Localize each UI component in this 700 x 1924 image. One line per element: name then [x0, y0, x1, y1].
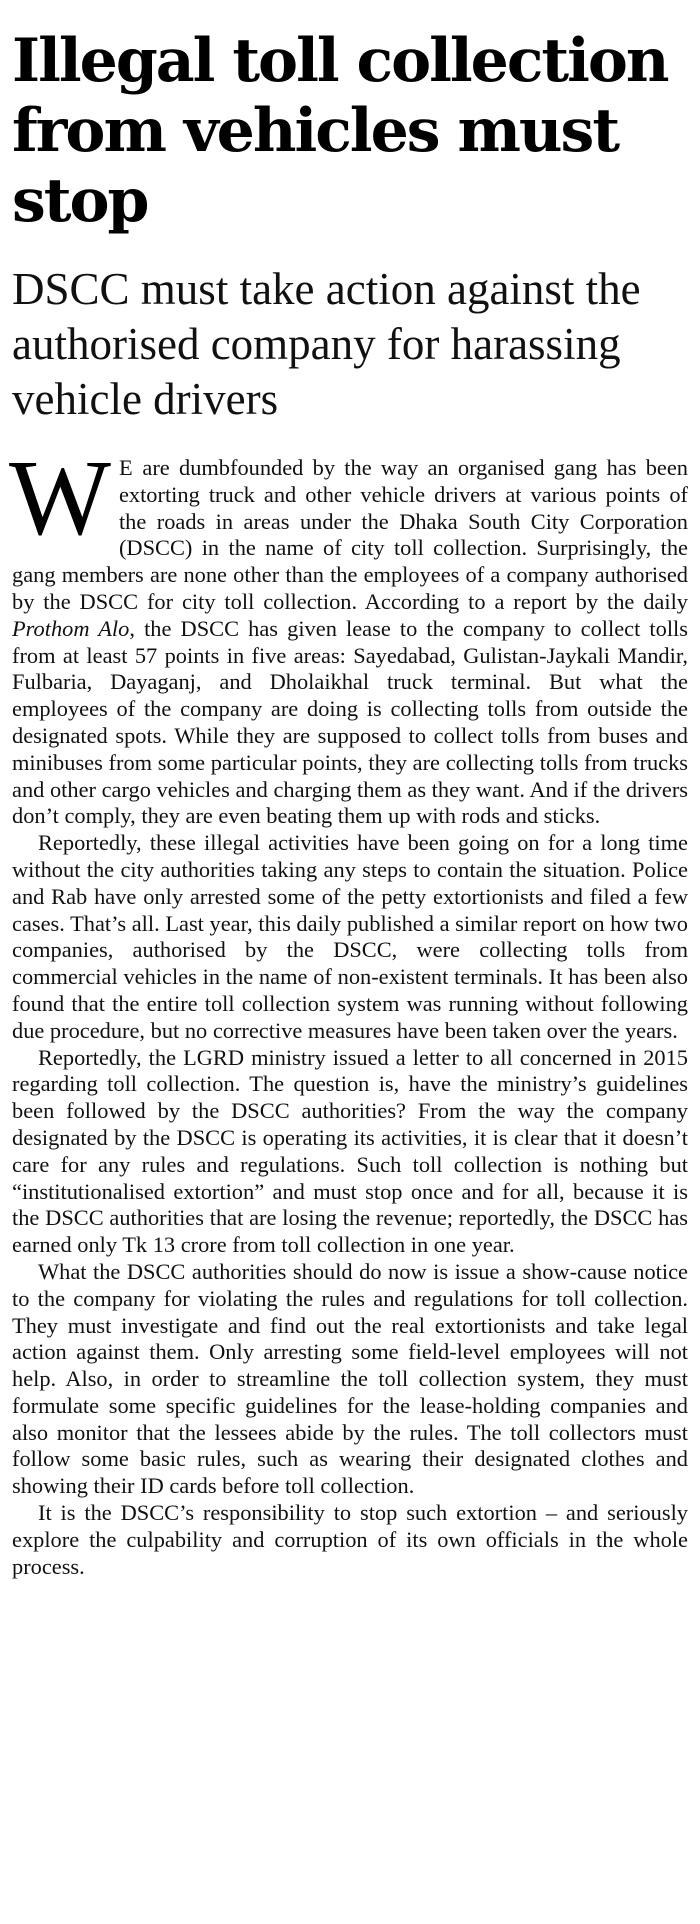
drop-cap: W [9, 439, 111, 558]
subheadline: DSCC must take action against the authorised company for harassing vehicle drivers [12, 264, 641, 424]
editorial-page [0, 26, 700, 1924]
headline: Illegal toll collection from vehicles must stop [12, 26, 668, 236]
publication-name: Prothom Alo [12, 615, 130, 641]
paragraph-3: Reportedly, the LGRD ministry issued a letter to all concerned in 2015 regarding toll collection. The question is, have the ministry’s guidelines been followed by the DSCC authorities? From the way the company designated by the DSCC is operating its activities, it is clear that it doesn’t care for any rules and regulations. Such toll collection is nothing but “institutionalised extortion” and must stop once and for all, because it is the DSCC authorities that are losing the revenue; reportedly, the DSCC has earned only Tk 13 crore from toll collection in one year. [12, 1044, 688, 1258]
paragraph-1 [9, 439, 688, 830]
paragraph-1-text-b: , the DSCC has given lease to the company to collect tolls from at least 57 points in five areas: Sayedabad, Gulistan-Jaykali Mandir, Fulbaria, Dayaganj, and Dholaikhal truck terminal. But what the employees of the company are doing is collecting tolls from outside the designated spots. While they are supposed to collect tolls from buses and minibuses from some particular points, they are collecting tolls from trucks and other cargo vehicles and charging them as they want. And if the drivers don’t comply, they are even beating them up with rods and sticks. [12, 615, 688, 829]
paragraph-4: What the DSCC authorities should do now is issue a show-cause notice to the company for violating the rules and regulations for toll collection. They must investigate and find out the real extortionists and take legal action against them. Only arresting some field-level employees will not help. Also, in order to streamline the toll collection system, they must formulate some specific guidelines for the lease-holding companies and also monitor that the lessees abide by the rules. The toll collectors must follow some basic rules, such as wearing their designated clothes and showing their ID cards before toll collection. [12, 1258, 688, 1499]
article-body [9, 439, 688, 1580]
paragraph-5: It is the DSCC’s responsibility to stop such extortion – and seriously explore the culpability and corruption of its own officials in the whole process. [12, 1500, 688, 1579]
first-word-rest: E [118, 455, 134, 480]
paragraph-2: Reportedly, these illegal activities have been going on for a long time without the city authorities taking any steps to contain the situation. Police and Rab have only arrested some of the petty extortionists and filed a few cases. That’s all. Last year, this daily published a similar report on how two companies, authorised by the DSCC, were collecting tolls from commercial vehicles in the name of non-existent terminals. It has been also found that the entire toll collection system was running without following due procedure, but no corrective measures have been taken over the years. [12, 830, 688, 1043]
paragraph-1-text-a: are dumbfounded by the way an organised gang has been extorting truck and other vehicle drivers at various points of the roads in areas under the Dhaka South City Corporation (DSCC) in the name of city toll collection. Surprisingly, the gang members are none other than the employees of a company authorised by the DSCC for city toll collection. According to a report by the daily [12, 455, 688, 614]
